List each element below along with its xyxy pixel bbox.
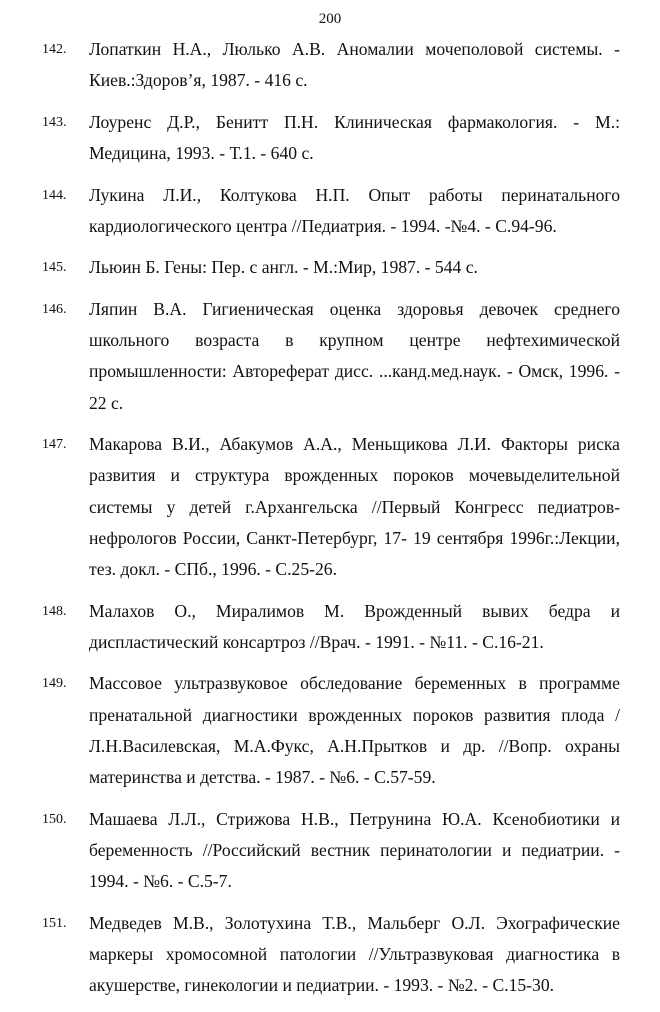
reference-item — [42, 668, 620, 793]
page-number: 200 — [318, 11, 342, 27]
reference-text: Массовое ультразвуковое обследование беременных в программе пренатальной диагностики врожденных пороков развития плода /Л.Н.Василевская, М.А.Фукс, А.Н.Прытков и др. //Вопр. охраны материнства и детства. - 1987. - №6. - С.57-59. — [89, 673, 620, 787]
reference-item — [42, 804, 620, 898]
reference-number: 144. — [42, 187, 67, 203]
reference-list — [42, 34, 620, 1012]
reference-item — [42, 252, 620, 283]
reference-item — [42, 429, 620, 585]
reference-text: Малахов О., Миралимов М. Врожденный вывих бедра и диспластический консартроз //Врач. - 1991. - №11. - С.16-21. — [89, 600, 620, 652]
reference-text: Лукина Л.И., Колтукова Н.П. Опыт работы перинатального кардиологического центра //Педиатрия. - 1994. -№4. - С.94-96. — [89, 184, 620, 236]
reference-number: 150. — [42, 811, 67, 827]
reference-number: 149. — [42, 676, 67, 692]
reference-item — [42, 294, 620, 419]
reference-number: 145. — [42, 260, 67, 276]
reference-item — [42, 908, 620, 1002]
reference-text: Лопаткин Н.А., Люлько А.В. Аномалии мочеполовой системы. - Киев.:Здоров’я, 1987. - 416 с. — [89, 39, 620, 91]
reference-number: 146. — [42, 301, 67, 317]
reference-number: 151. — [42, 915, 67, 931]
reference-item — [42, 596, 620, 658]
reference-text: Машаева Л.Л., Стрижова Н.В., Петрунина Ю.А. Ксенобиотики и беременность //Российский вестник перинатологии и педиатрии. - 1994. - №6. - С.5-7. — [89, 808, 620, 891]
reference-number: 143. — [42, 114, 67, 130]
reference-text: Медведев М.В., Золотухина Т.В., Мальберг О.Л. Эхографические маркеры хромосомной патологии //Ультразвуковая диагностика в акушерстве, гинекологии и педиатрии. - 1993. - №2. - С.15-30. — [89, 912, 620, 995]
reference-text: Ляпин В.А. Гигиеническая оценка здоровья девочек среднего школьного возраста в крупном центре нефтехимической промышленности: Автореферат дисс. ...канд.мед.наук. - Омск, 1996. - 22 с. — [89, 298, 620, 413]
reference-item — [42, 180, 620, 242]
reference-item — [42, 34, 620, 96]
reference-text: Льюин Б. Гены: Пер. с англ. - М.:Мир, 1987. - 544 с. — [89, 257, 478, 278]
reference-number: 148. — [42, 603, 67, 619]
reference-item — [42, 107, 620, 169]
reference-number: 142. — [42, 42, 67, 57]
reference-text: Макарова В.И., Абакумов А.А., Меньщикова Л.И. Факторы риска развития и структура врожденных пороков мочевыделительной системы у детей г.Архангельска //Первый Конгресс педиатров-нефрологов России, Санкт-Петербург, 17- 19 сентября 1996г.:Лекции, тез. докл. - СПб., 1996. - С.25-26. — [89, 434, 620, 579]
reference-text: Лоуренс Д.Р., Бенитт П.Н. Клиническая фармакология. - М.: Медицина, 1993. - Т.1. - 640 с. — [89, 111, 620, 163]
reference-number: 147. — [42, 437, 67, 453]
